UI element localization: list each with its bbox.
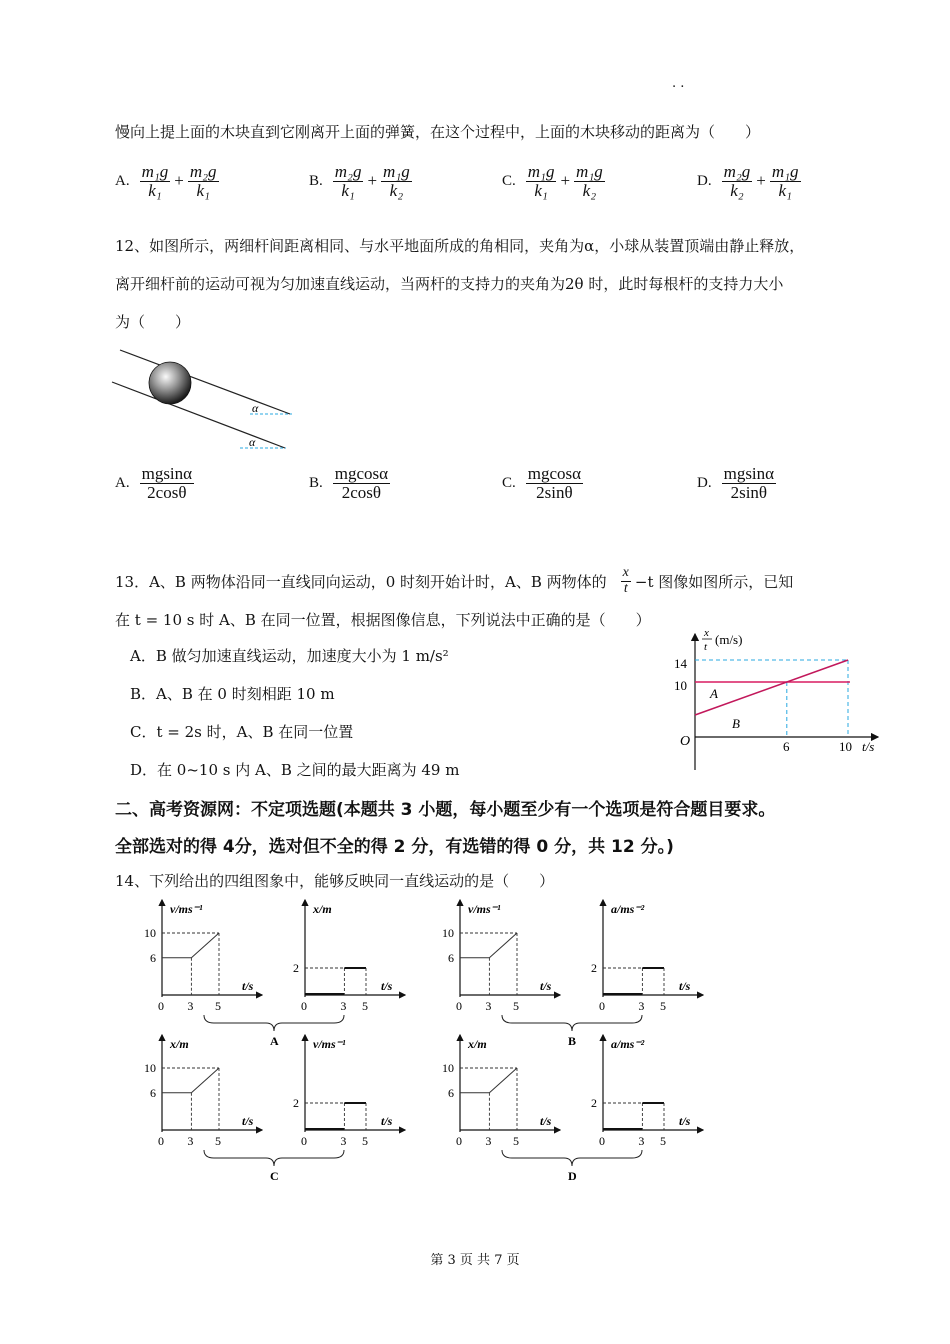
q11-option-b [309, 163, 412, 200]
q13-statement-a: A．B 做匀加速直线运动，加速度大小为 1 m/s² [130, 647, 449, 665]
left-tick-5: 5 [513, 999, 519, 1013]
plus-sign: + [367, 171, 378, 191]
plus-sign: + [174, 171, 184, 191]
option-label: A. [115, 474, 130, 491]
left-tick-5: 5 [215, 1134, 221, 1148]
left-rising-segment [489, 1068, 517, 1093]
left-tick-6: 6 [448, 1085, 454, 1100]
q11-option-c [502, 163, 605, 200]
group-brace [502, 1150, 642, 1166]
tick-x10: 10 [839, 739, 852, 754]
ball [149, 362, 191, 404]
left-axis-title: v/ms⁻¹ [468, 902, 501, 916]
option-label: D. [697, 474, 712, 491]
header-dots: . . [672, 76, 685, 91]
right-tick-2: 2 [591, 1096, 597, 1110]
left-rising-segment [489, 933, 517, 958]
right-tick-2: 2 [293, 1096, 299, 1110]
fraction-den: k₁ [196, 180, 210, 200]
left-tick-0: 0 [158, 1134, 164, 1148]
left-tick-3: 3 [485, 999, 492, 1013]
right-tick-3: 3 [638, 999, 645, 1013]
y-label-den: t [704, 641, 708, 653]
xt-fraction [621, 566, 631, 596]
q11-option-d [697, 163, 801, 200]
tick-14: 14 [674, 656, 687, 671]
option-label: C. [502, 172, 516, 189]
left-tick-6: 6 [150, 950, 156, 965]
right-tick-0: 0 [301, 1134, 307, 1148]
left-tick-10: 10 [144, 926, 156, 940]
label-b: B [732, 716, 740, 731]
left-axis-title: x/m [468, 1037, 487, 1051]
q13-statement-b: B．A、B 在 0 时刻相距 10 m [130, 685, 335, 703]
fraction-num: mgcosα [334, 464, 389, 483]
fraction-num: m₁g [576, 162, 603, 181]
left-tick-0: 0 [456, 1134, 462, 1148]
right-tick-0: 0 [599, 999, 605, 1013]
q12-line3: 为（ ） [115, 313, 191, 331]
q12-option-a [115, 465, 194, 502]
page-footer: 第 3 页 共 7 页 [430, 1253, 520, 1268]
left-tick-5: 5 [513, 1134, 519, 1148]
option-expression [722, 163, 801, 200]
right-t-label: t/s [381, 1114, 393, 1128]
fraction-num: mgsinα [723, 464, 775, 483]
fraction-2 [381, 163, 412, 200]
group-label: A [270, 1034, 279, 1048]
q12-line1: 12、如图所示，两细杆间距离相同、与水平地面所成的角相同，夹角为α，小球从装置顶端由静止释放， [115, 237, 805, 255]
right-t-label: t/s [381, 979, 393, 993]
q13-line2: 在 t = 10 s 时 A、B 在同一位置，根据图像信息，下列说法中正确的是（ ） [115, 611, 651, 629]
right-tick-5: 5 [362, 1134, 368, 1148]
group-brace [204, 1015, 344, 1031]
fraction-num: m₁g [771, 162, 799, 181]
left-tick-10: 10 [144, 1061, 156, 1075]
right-tick-2: 2 [591, 961, 597, 975]
q14-figure [130, 895, 730, 1185]
option-fraction [140, 465, 194, 502]
option-fraction [333, 465, 390, 502]
option-label: B. [309, 474, 323, 491]
fraction-num: mgsinα [141, 464, 193, 483]
alpha-label-upper: α [252, 401, 259, 415]
q12-line2: 离开细杆前的运动可视为匀加速直线运动，当两杆的支持力的夹角为2θ 时，此时每根杆的支持力大小 [115, 275, 784, 293]
right-axis-title: x/m [313, 902, 332, 916]
q11-stem: 慢向上提上面的木块直到它刚离开上面的弹簧，在这个过程中，上面的木块移动的距离为（ ） [115, 123, 761, 141]
fraction-2 [188, 163, 219, 200]
y-unit: (m/s) [715, 632, 743, 647]
option-label: A. [115, 172, 130, 189]
q12-option-d [697, 465, 776, 502]
fraction-den: k₁ [341, 180, 355, 200]
option-expression [526, 163, 605, 200]
fraction-num: m₁g [527, 162, 555, 181]
section2-line1: 二、高考资源网：不定项选题(本题共 3 小题，每小题至少有一个选项是符合题目要求。 [115, 800, 776, 820]
group-label: C [270, 1169, 279, 1183]
fraction-den: 2cosθ [147, 482, 187, 502]
q14-stem: 14、下列给出的四组图象中，能够反映同一直线运动的是（ ） [115, 872, 555, 890]
left-tick-0: 0 [158, 999, 164, 1013]
q13-statement-d: D．在 0~10 s 内 A、B 之间的最大距离为 49 m [130, 761, 460, 779]
right-tick-3: 3 [340, 999, 347, 1013]
right-axis-title: a/ms⁻² [611, 1037, 645, 1051]
q11-option-a [115, 163, 219, 200]
left-tick-3: 3 [485, 1134, 492, 1148]
fraction-den: k₂ [389, 180, 404, 200]
option-fraction [722, 465, 776, 502]
plus-sign: + [560, 171, 571, 191]
right-axis-title: v/ms⁻¹ [313, 1037, 346, 1051]
right-tick-3: 3 [638, 1134, 645, 1148]
fraction-num: m₂g [189, 162, 217, 181]
q13-line1 [115, 566, 793, 596]
q13-line1a: 13．A、B 两物体沿同一直线同向运动，0 时刻开始计时，A、B 两物体的 [115, 572, 607, 591]
tick-10: 10 [674, 678, 687, 693]
fraction-num: m₁g [383, 162, 410, 181]
option-label: C. [502, 474, 516, 491]
left-t-label: t/s [242, 979, 254, 993]
section2-line2: 全部选对的得 4分，选对但不全的得 2 分，有选错的得 0 分，共 12 分。) [115, 837, 674, 857]
tick-x6: 6 [783, 739, 790, 754]
q13-line1b: −t 图像如图所示，已知 [634, 572, 794, 591]
fraction-den: k₂ [582, 180, 597, 200]
left-tick-10: 10 [442, 926, 454, 940]
rods-ball-figure [110, 340, 310, 455]
group-label: B [568, 1034, 577, 1048]
fraction-den: 2sinθ [730, 482, 768, 502]
left-rising-segment [191, 1068, 219, 1093]
fraction-1 [140, 163, 171, 200]
fraction-den: 2cosθ [341, 482, 382, 502]
q13-statement-c: C．t = 2s 时，A、B 在同一位置 [130, 723, 354, 741]
left-tick-3: 3 [187, 1134, 194, 1148]
fraction-den: k₁ [534, 180, 548, 200]
fraction-den: k₁ [778, 180, 792, 200]
right-t-label: t/s [679, 1114, 691, 1128]
left-tick-6: 6 [150, 1085, 156, 1100]
upper-rod [120, 350, 290, 414]
fraction-1 [526, 163, 557, 200]
alpha-label-lower: α [249, 435, 256, 449]
option-label: B. [309, 172, 323, 189]
option-expression [333, 163, 412, 200]
y-label-num: x [704, 627, 709, 639]
option-label: D. [697, 172, 712, 189]
right-tick-5: 5 [660, 1134, 666, 1148]
right-axis-title: a/ms⁻² [611, 902, 645, 916]
fraction-num: m₂g [334, 162, 362, 181]
left-rising-segment [191, 933, 219, 958]
fraction-num: m₂g [723, 162, 751, 181]
right-tick-0: 0 [599, 1134, 605, 1148]
left-tick-10: 10 [442, 1061, 454, 1075]
left-t-label: t/s [242, 1114, 254, 1128]
fraction-1 [333, 163, 364, 200]
right-t-label: t/s [679, 979, 691, 993]
option-fraction [526, 465, 583, 502]
fraction-den: k₂ [730, 180, 744, 200]
x-label: t/s [862, 739, 875, 754]
option-expression [140, 163, 219, 200]
origin-label: O [680, 734, 691, 749]
lower-rod [112, 382, 285, 448]
left-t-label: t/s [540, 979, 552, 993]
left-tick-0: 0 [456, 999, 462, 1013]
left-tick-3: 3 [187, 999, 194, 1013]
q13-graph [660, 622, 900, 772]
left-tick-6: 6 [448, 950, 454, 965]
xt-den: t [623, 580, 628, 596]
fraction-den: 2sinθ [536, 482, 573, 502]
fraction-num: m₁g [141, 162, 169, 181]
q12-option-b [309, 465, 390, 502]
fraction-den: k₁ [148, 180, 162, 200]
right-tick-5: 5 [362, 999, 368, 1013]
left-axis-title: v/ms⁻¹ [170, 902, 203, 916]
left-tick-5: 5 [215, 999, 221, 1013]
left-axis-title: x/m [170, 1037, 189, 1051]
group-brace [502, 1015, 642, 1031]
group-label: D [568, 1169, 577, 1183]
fraction-2 [574, 163, 605, 200]
right-tick-2: 2 [293, 961, 299, 975]
fraction-1 [722, 163, 753, 200]
fraction-num: mgcosα [527, 464, 582, 483]
left-t-label: t/s [540, 1114, 552, 1128]
right-tick-3: 3 [340, 1134, 347, 1148]
fraction-2 [770, 163, 801, 200]
label-a: A [710, 686, 718, 701]
right-tick-5: 5 [660, 999, 666, 1013]
plus-sign: + [756, 171, 766, 191]
xt-num: x [622, 565, 629, 580]
right-tick-0: 0 [301, 999, 307, 1013]
group-brace [204, 1150, 344, 1166]
q12-option-c [502, 465, 583, 502]
